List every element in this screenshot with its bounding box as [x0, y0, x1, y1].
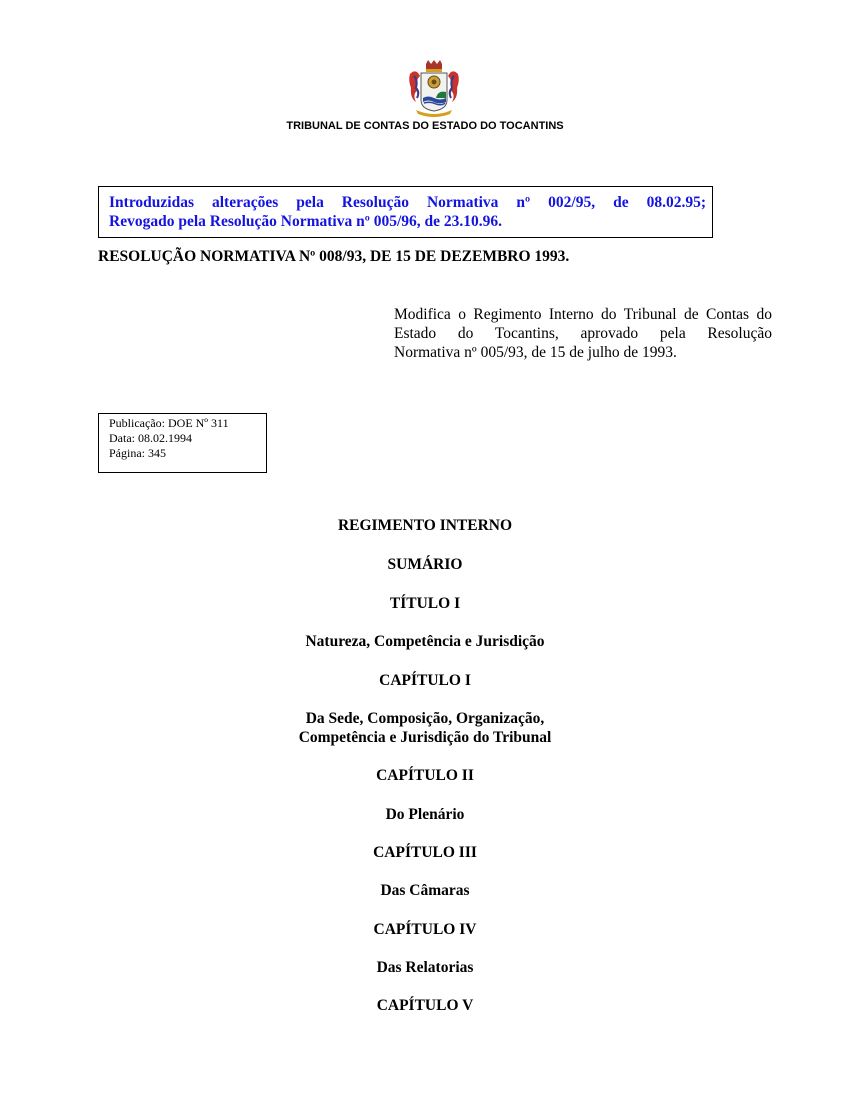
- toc-chapter-subject: Do Plenário: [385, 806, 465, 823]
- toc-chapter-subject: Da Sede, Composição, Organização,: [305, 710, 545, 727]
- toc-summary-heading: SUMÁRIO: [387, 556, 463, 573]
- publication-number: Publicação: DOE Nº 311: [109, 416, 229, 430]
- toc-chapter: CAPÍTULO IV: [373, 921, 477, 938]
- toc-chapter-subject: Das Câmaras: [380, 882, 470, 899]
- ementa-line: Estado do Tocantins, aprovado pela Resolução: [394, 325, 772, 342]
- amendment-notice-line: Introduzidas alterações pela Resolução Normativa nº 002/95, de 08.02.95;: [109, 194, 706, 211]
- coat-of-arms-icon: [408, 60, 460, 118]
- toc-chapter-subject: Competência e Jurisdição do Tribunal: [298, 729, 552, 746]
- toc-subtitle: Natureza, Competência e Jurisdição: [305, 633, 545, 650]
- ementa-line: Modifica o Regimento Interno do Tribunal de Contas do: [394, 306, 772, 323]
- toc-title: TÍTULO I: [389, 595, 461, 612]
- publication-info-box: [98, 413, 267, 473]
- organization-name: TRIBUNAL DE CONTAS DO ESTADO DO TOCANTINS: [286, 120, 564, 132]
- document-title: RESOLUÇÃO NORMATIVA Nº 008/93, DE 15 DE DEZEMBRO 1993.: [98, 248, 570, 265]
- publication-page: Página: 345: [109, 446, 166, 460]
- revocation-notice-line: Revogado pela Resolução Normativa nº 005/96, de 23.10.96.: [109, 213, 503, 230]
- publication-date: Data: 08.02.1994: [109, 431, 192, 445]
- toc-heading: REGIMENTO INTERNO: [337, 517, 513, 534]
- toc-chapter-subject: Das Relatorias: [376, 959, 474, 976]
- toc-chapter: CAPÍTULO III: [373, 844, 477, 861]
- ementa: [394, 305, 772, 362]
- toc-chapter: CAPÍTULO II: [376, 767, 474, 784]
- toc-chapter: CAPÍTULO V: [376, 997, 474, 1014]
- ementa-line: Normativa nº 005/93, de 15 de julho de 1993.: [394, 344, 677, 361]
- toc-chapter: CAPÍTULO I: [379, 672, 471, 689]
- amendment-notice-box: [98, 186, 713, 238]
